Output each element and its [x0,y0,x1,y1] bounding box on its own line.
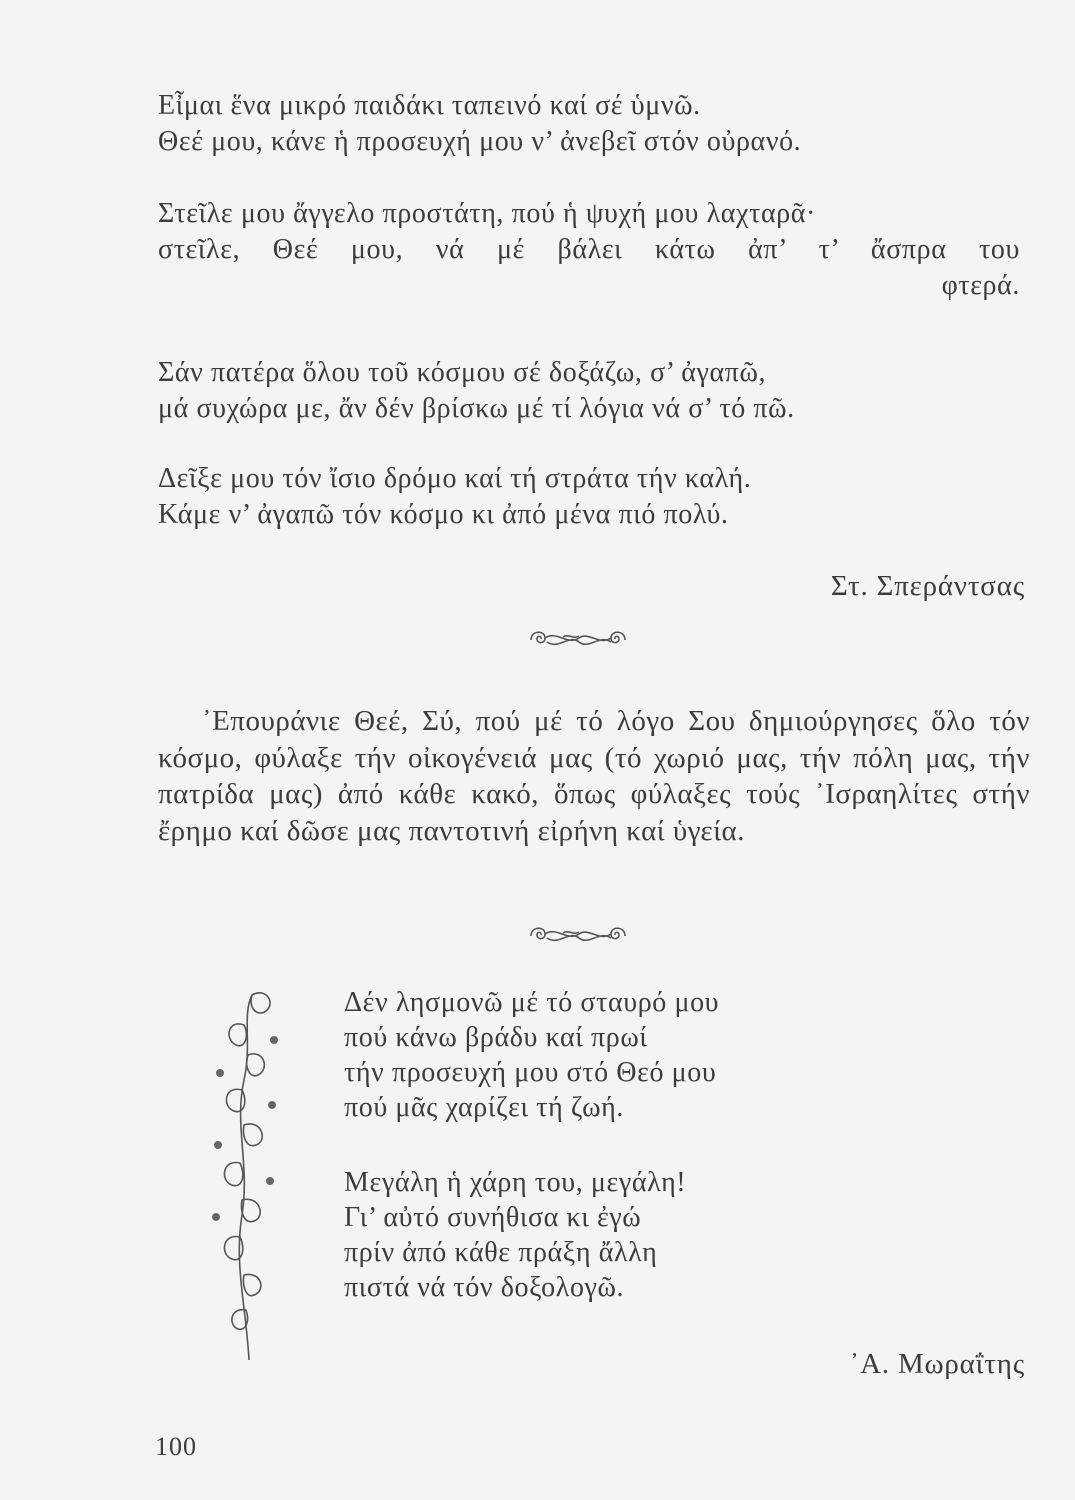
poem-line: Δέν λησμονῶ μέ τό σταυρό μου [344,987,720,1018]
poem-line: Γι’ αὐτό συνήθισα κι ἐγώ [344,1202,642,1233]
poem-line: πρίν ἀπό κάθε πράξη ἄλλη [344,1237,658,1268]
poem2-stanza1 [344,985,864,1125]
poem-line: πιστά νά τόν δοξολογῶ. [344,1272,625,1303]
poem-line: Εἶμαι ἕνα μικρό παιδάκι ταπεινό καί σέ ὑμνῶ. [158,90,701,121]
page-number: 100 [155,1432,197,1461]
poem1-stanza3 [158,355,1028,427]
poem-line: πού κάνω βράδυ καί πρωί [344,1022,648,1053]
scroll-ornament-icon [523,624,633,654]
poem2-author: ᾿Α. Μωραΐτης [849,1348,1025,1380]
poem1-author: Στ. Σπεράντσας [830,570,1025,602]
poem-line: τήν προσευχή μου στό Θεό μου [344,1057,717,1088]
poem-line: Θεέ μου, κάνε ἡ προσευχή μου ν’ ἀνεβεῖ στόν οὐρανό. [158,126,802,157]
poem-line: Κάμε ν’ ἀγαπῶ τόν κόσμο κι ἀπό μένα πιό πολύ. [158,499,729,530]
poem-line: Στεῖλε μου ἄγγελο προστάτη, πού ἡ ψυχή μου λαχταρᾶ· [158,198,816,229]
poem-line: στεῖλε, Θεέ μου, νά μέ βάλει κάτω ἀπ’ τ’ ἄσπρα του [158,234,1020,265]
poem-line: μά συχώρα με, ἄν δέν βρίσκω μέ τί λόγια νά σ’ τό πῶ. [158,393,795,424]
poem-line: φτερά. [941,270,1020,301]
poem1-stanza4 [158,461,1028,533]
prayer-paragraph [158,703,1030,849]
poem-line: πού μᾶς χαρίζει τή ζωή. [344,1092,624,1123]
floral-vine-icon [204,985,294,1365]
poem-line: Μεγάλη ἡ χάρη του, μεγάλη! [344,1167,687,1198]
poem1-stanza1 [158,88,1028,160]
poem-line: Σάν πατέρα ὅλου τοῦ κόσμου σέ δοξάζω, σ’ ἀγαπῶ, [158,357,767,388]
prayer-text: ᾿Επουράνιε Θεέ, Σύ, πού μέ τό λόγο Σου δημιούργησες ὅλο τόν κόσμο, φύλαξε τήν οἰκογένειά μας (τό χωριό μας, τήν πόλη μας, τήν πατρίδα μας) ἀπό κάθε κακό, ὅπως φύλαξες τούς ᾿Ισραηλίτες στήν ἔρημο καί δῶσε μας παντοτινή εἰρήνη καί ὑγεία. [158,705,1030,847]
poem2-stanza2 [344,1165,864,1305]
poem-line: Δεῖξε μου τόν ἴσιο δρόμο καί τή στράτα τήν καλή. [158,463,752,494]
poem1-stanza2 [158,196,1028,304]
scroll-ornament-icon [523,920,633,950]
